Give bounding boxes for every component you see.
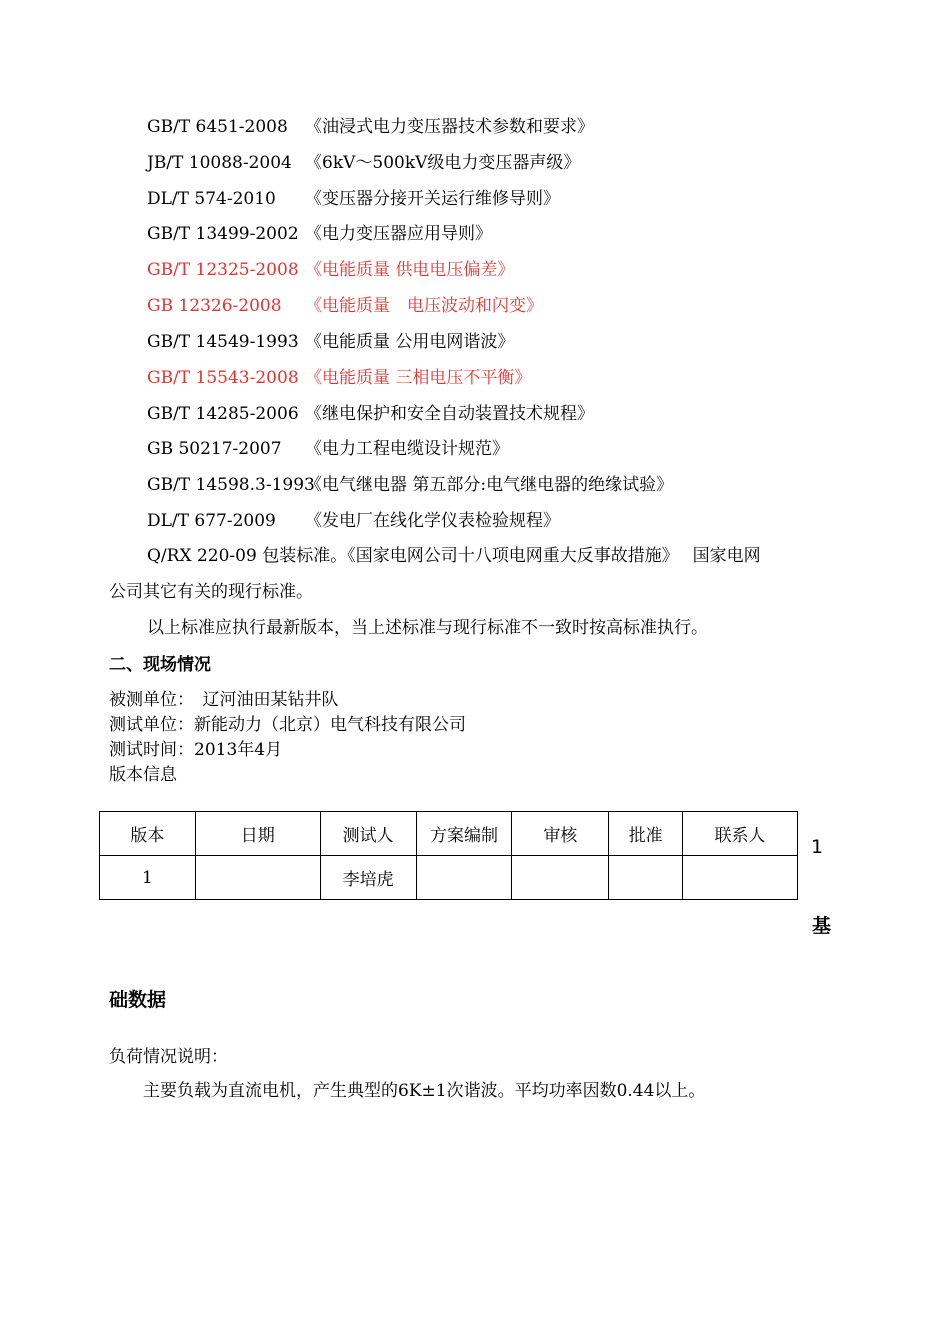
standard-code: DL/T 574-2010 <box>147 189 276 209</box>
table-header-cell: 联系人 <box>683 812 798 856</box>
standard-item <box>147 259 514 281</box>
standard-item <box>147 438 509 460</box>
standard-title: 《电能质量 供电电压偏差》 <box>305 260 515 280</box>
version-table <box>99 811 798 900</box>
standard-title: 《电能质量 三相电压不平衡》 <box>305 368 532 388</box>
standard-item <box>147 223 492 245</box>
standard-title: 《油浸式电力变压器技术参数和要求》 <box>305 117 594 137</box>
table-header-cell: 测试人 <box>320 812 416 856</box>
standard-item <box>147 188 560 210</box>
standard-code: GB/T 6451-2008 <box>147 117 288 137</box>
standard-code: GB/T 14549-1993 <box>147 332 299 352</box>
standard-item <box>147 403 594 425</box>
table-header-cell: 版本 <box>100 812 196 856</box>
table-header-cell: 方案编制 <box>416 812 512 856</box>
load-desc-label: 负荷情况说明： <box>109 1047 228 1067</box>
standard-item <box>147 474 673 496</box>
load-desc-text: 主要负载为直流电机，产生典型的6K±1次谐波。平均功率因数0.44以上。 <box>143 1081 706 1101</box>
standard-title: 《变压器分接开关运行维修导则》 <box>305 189 560 209</box>
table-cell <box>609 856 683 900</box>
standard-item <box>147 510 560 532</box>
table-cell <box>416 856 512 900</box>
section-heading: 二、现场情况 <box>109 655 211 675</box>
standard-code: GB/T 15543-2008 <box>147 368 299 388</box>
standard-title: 《电气继电器 第五部分:电气继电器的绝缘试验》 <box>305 475 674 495</box>
standard-code: GB 50217-2007 <box>147 439 282 459</box>
standard-item <box>147 367 531 389</box>
testing-unit: 测试单位：新能动力（北京）电气科技有限公司 <box>109 715 466 735</box>
standard-code: GB/T 14285-2006 <box>147 404 299 424</box>
table-header-cell: 审核 <box>512 812 609 856</box>
standard-title: 《电能质量 公用电网谐波》 <box>305 332 515 352</box>
standard-code: JB/T 10088-2004 <box>147 153 292 173</box>
standard-title: 《6kV～500kV级电力变压器声级》 <box>305 153 581 173</box>
standard-code: GB/T 13499-2002 <box>147 224 299 244</box>
other-standards-line1: Q/RX 220-09 包装标准。《国家电网公司十八项电网重大反事故措施》 国家电网 <box>147 546 761 566</box>
standards-note: 以上标准应执行最新版本，当上述标准与现行标准不一致时按高标准执行。 <box>147 618 708 638</box>
test-time: 测试时间：2013年4月 <box>109 740 283 760</box>
standard-item <box>147 295 543 317</box>
standard-item <box>147 331 514 353</box>
table-header-cell: 批准 <box>609 812 683 856</box>
table-cell <box>683 856 798 900</box>
section-title-part1: 基 <box>812 915 832 937</box>
standard-title: 《电力工程电缆设计规范》 <box>305 439 509 459</box>
table-cell <box>195 856 320 900</box>
standard-code: DL/T 677-2009 <box>147 511 276 531</box>
standard-item <box>147 116 594 138</box>
table-cell <box>512 856 609 900</box>
standard-title: 《发电厂在线化学仪表检验规程》 <box>305 511 560 531</box>
table-header-row <box>100 812 798 856</box>
section-number: 1 <box>811 836 824 858</box>
other-standards-line2: 公司其它有关的现行标准。 <box>109 582 313 602</box>
tested-unit: 被测单位： 辽河油田某钻井队 <box>109 690 339 710</box>
standard-title: 《电力变压器应用导则》 <box>305 224 492 244</box>
standard-item <box>147 152 580 174</box>
table-cell: 1 <box>100 856 196 900</box>
table-header-cell: 日期 <box>195 812 320 856</box>
standard-title: 《继电保护和安全自动装置技术规程》 <box>305 404 594 424</box>
table-cell: 李培虎 <box>320 856 416 900</box>
standard-code: GB/T 12325-2008 <box>147 260 299 280</box>
standard-code: GB/T 14598.3-1993 <box>147 475 315 495</box>
standard-code: GB 12326-2008 <box>147 296 282 316</box>
version-info-label: 版本信息 <box>109 765 177 785</box>
section-title-part2: 础数据 <box>109 989 167 1011</box>
standard-title: 《电能质量 电压波动和闪变》 <box>305 296 543 316</box>
table-row <box>100 856 798 900</box>
